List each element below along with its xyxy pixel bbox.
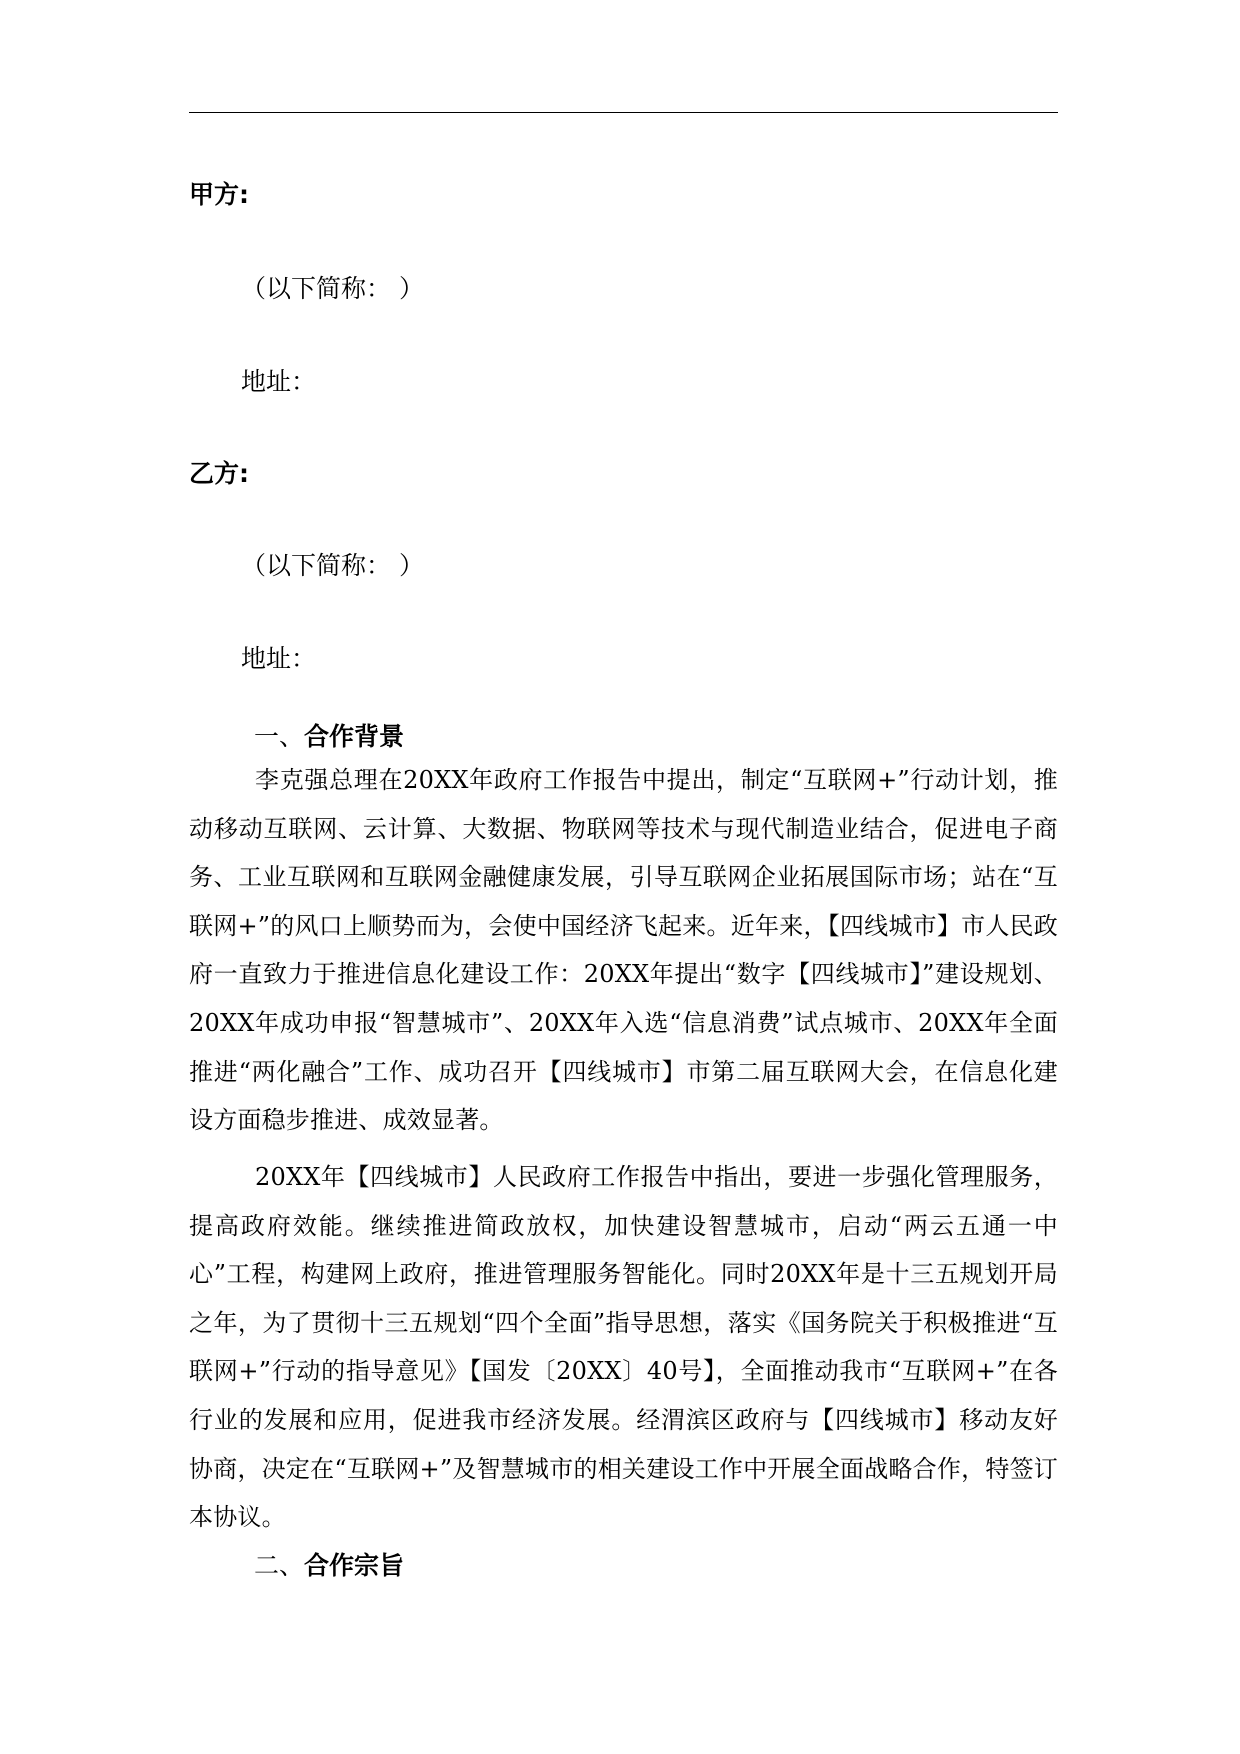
- party-a-abbreviation: （以下简称： ）: [241, 274, 424, 303]
- party-b-address: 地址：: [241, 644, 317, 673]
- section-number: 二、: [254, 1551, 305, 1580]
- section-title: 合作宗旨: [304, 1551, 405, 1580]
- party-b-label: 乙方:: [189, 459, 249, 488]
- paragraph: 李克强总理在20XX年政府工作报告中提出，制定“互联网+”行动计划，推动移动互联网、云计算、大数据、物联网等技术与现代制造业结合，促进电子商务、工业互联网和互联网金融健康发展，引导互联网企业拓展国际市场；站在“互联网+”的风口上顺势而为，会使中国经济飞起来。近年来，【四线城市】市人民政府一直致力于推进信息化建设工作：20XX年提出“数字【四线城市】”建设规划、20XX年成功申报“智慧城市”、20XX年入选“信息消费”试点城市、20XX年全面推进“两化融合”工作、成功召开【四线城市】市第二届互联网大会，在信息化建设方面稳步推进、成效显著。: [189, 766, 1058, 1135]
- section-heading-background: [254, 722, 404, 752]
- party-b-abbreviation: （以下简称： ）: [241, 551, 424, 580]
- section-heading-purpose: [254, 1551, 404, 1581]
- party-a-label: 甲方:: [189, 180, 249, 209]
- header-rule: [189, 112, 1058, 113]
- party-a-address: 地址：: [241, 367, 317, 396]
- paragraph: 20XX年【四线城市】人民政府工作报告中指出，要进一步强化管理服务，提高政府效能。继续推进简政放权，加快建设智慧城市，启动“两云五通一中心”工程，构建网上政府，推进管理服务智能化。同时20XX年是十三五规划开局之年，为了贯彻十三五规划“四个全面”指导思想，落实《国务院关于积极推进“互联网+”行动的指导意见》【国发〔20XX〕40号】，全面推动我市“互联网+”在各行业的发展和应用，促进我市经济发展。经渭滨区政府与【四线城市】移动友好协商，决定在“互联网+”及智慧城市的相关建设工作中开展全面战略合作，特签订本协议。: [189, 1163, 1058, 1532]
- section-number: 一、: [254, 722, 305, 751]
- section-title: 合作背景: [304, 722, 405, 751]
